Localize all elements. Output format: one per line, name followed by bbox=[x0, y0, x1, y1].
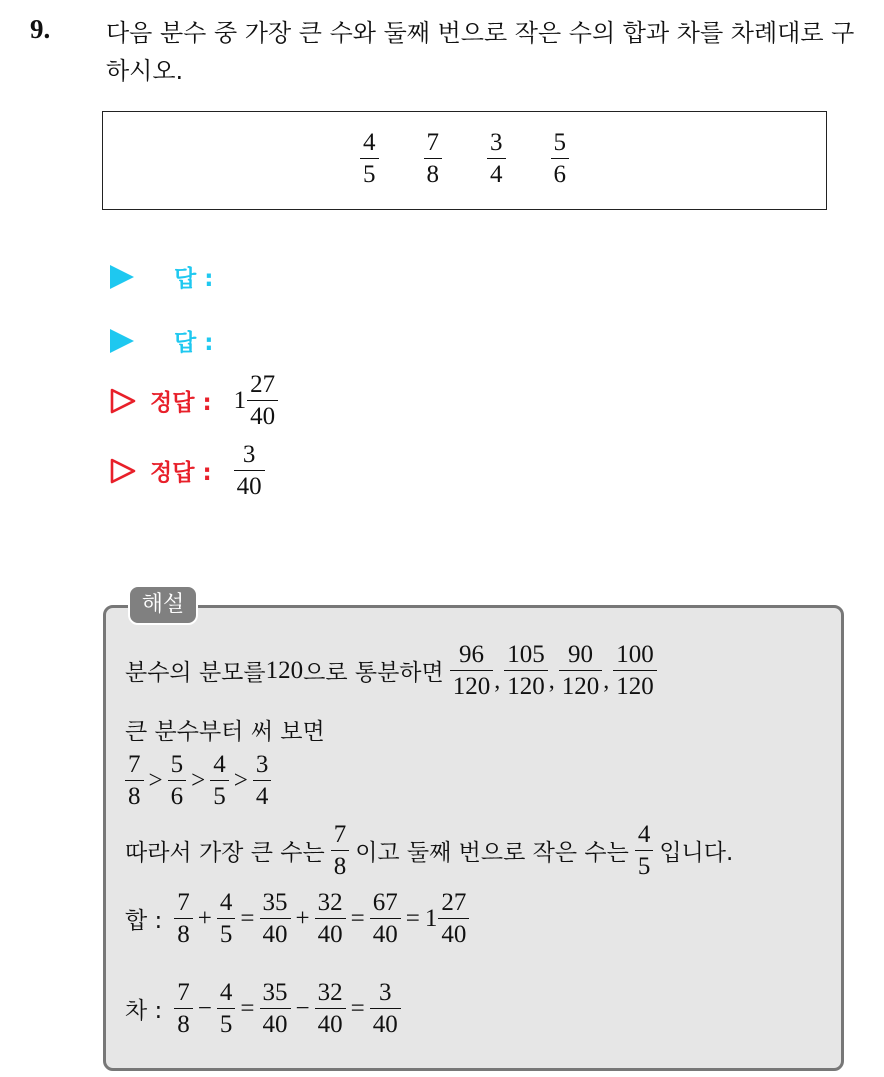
outline-triangle-icon bbox=[110, 458, 136, 484]
correct-label: 정답 : bbox=[150, 390, 212, 416]
fraction: $\frac{90}{120}$ bbox=[559, 642, 603, 699]
outline-triangle-icon bbox=[110, 388, 136, 414]
fraction: $\frac{7}{8}$ bbox=[331, 822, 350, 879]
fraction: $\frac{32}{40}$ bbox=[315, 980, 346, 1037]
play-triangle-icon bbox=[110, 265, 134, 289]
given-fraction: $\frac{5}{6}$ bbox=[551, 130, 570, 187]
fraction: $\frac{105}{120}$ bbox=[504, 642, 548, 699]
fraction: $\frac{3}{4}$ bbox=[253, 752, 272, 809]
answer-row-1[interactable] bbox=[110, 260, 213, 293]
answer-label: 답 : bbox=[174, 330, 214, 356]
fraction: $\frac{32}{40}$ bbox=[315, 890, 346, 947]
question-number: 9. bbox=[30, 14, 51, 44]
fraction: $\frac{7}{8}$ bbox=[174, 890, 193, 947]
explanation-tab: 해설 bbox=[128, 585, 198, 625]
play-triangle-icon bbox=[110, 329, 134, 353]
fraction: $\frac{35}{40}$ bbox=[260, 890, 291, 947]
fraction: $\frac{4}{5}$ bbox=[217, 890, 236, 947]
fraction: $\frac{4}{5}$ bbox=[635, 822, 654, 879]
given-fraction: $\frac{3}{4}$ bbox=[487, 130, 506, 187]
answer-row-2[interactable] bbox=[110, 324, 213, 357]
fraction: $\frac{96}{120}$ bbox=[450, 642, 494, 699]
given-fraction: $\frac{7}{8}$ bbox=[424, 130, 443, 187]
explanation-line-2: 큰 분수부터 써 보면 bbox=[125, 719, 325, 745]
mixed-number: 1 $\frac{27}{40}$ bbox=[425, 890, 470, 947]
fraction: $\frac{35}{40}$ bbox=[260, 980, 291, 1037]
answer-label: 답 : bbox=[174, 266, 214, 292]
fraction: $\frac{5}{6}$ bbox=[168, 752, 187, 809]
given-fractions-box bbox=[102, 111, 827, 210]
explanation-diff-line: 차 : $\frac{7}{8}$ − $\frac{4}{5}$ = $\frac{35}{40}$ − $\frac{32}{40}$ = $\frac{3}{40}$ bbox=[125, 980, 401, 1037]
fraction: $\frac{3}{40}$ bbox=[370, 980, 401, 1037]
explanation-line-4: 따라서 가장 큰 수는 $\frac{7}{8}$ 이고 둘째 번으로 작은 수는 $\frac{4}{5}$ 입니다. bbox=[125, 821, 734, 880]
correct-answer-row-1 bbox=[110, 372, 278, 429]
correct-answer-value: $\frac{3}{40}$ bbox=[234, 442, 265, 499]
correct-answer-row-2 bbox=[110, 442, 265, 499]
given-fraction: $\frac{4}{5}$ bbox=[360, 130, 379, 187]
fraction: $\frac{4}{5}$ bbox=[217, 980, 236, 1037]
fraction: $\frac{7}{8}$ bbox=[125, 752, 144, 809]
explanation-order-line: $\frac{7}{8}$ > $\frac{5}{6}$ > $\frac{4}{5}$ > $\frac{3}{4}$ bbox=[125, 752, 271, 809]
question-text: 다음 분수 중 가장 큰 수와 둘째 번으로 작은 수의 합과 차를 차례대로 구하시오. bbox=[106, 19, 855, 85]
fraction: $\frac{4}{5}$ bbox=[210, 752, 229, 809]
explanation-line-1: 분수의 분모를 120 으로 통분하면 $\frac{96}{120}$ , $\frac{105}{120}$ , $\frac{90}{120}$ , $\frac{100}{120}$ bbox=[125, 642, 657, 699]
correct-answer-value: 1 $\frac{27}{40}$ bbox=[234, 372, 279, 429]
fraction: $\frac{67}{40}$ bbox=[370, 890, 401, 947]
correct-label: 정답 : bbox=[150, 460, 212, 486]
explanation-sum-line: 합 : $\frac{7}{8}$ + $\frac{4}{5}$ = $\frac{35}{40}$ + $\frac{32}{40}$ = $\frac{67}{40}$ = 1 $\frac{27}{40}$ bbox=[125, 890, 469, 947]
fraction: $\frac{7}{8}$ bbox=[174, 980, 193, 1037]
fraction: $\frac{100}{120}$ bbox=[613, 642, 657, 699]
